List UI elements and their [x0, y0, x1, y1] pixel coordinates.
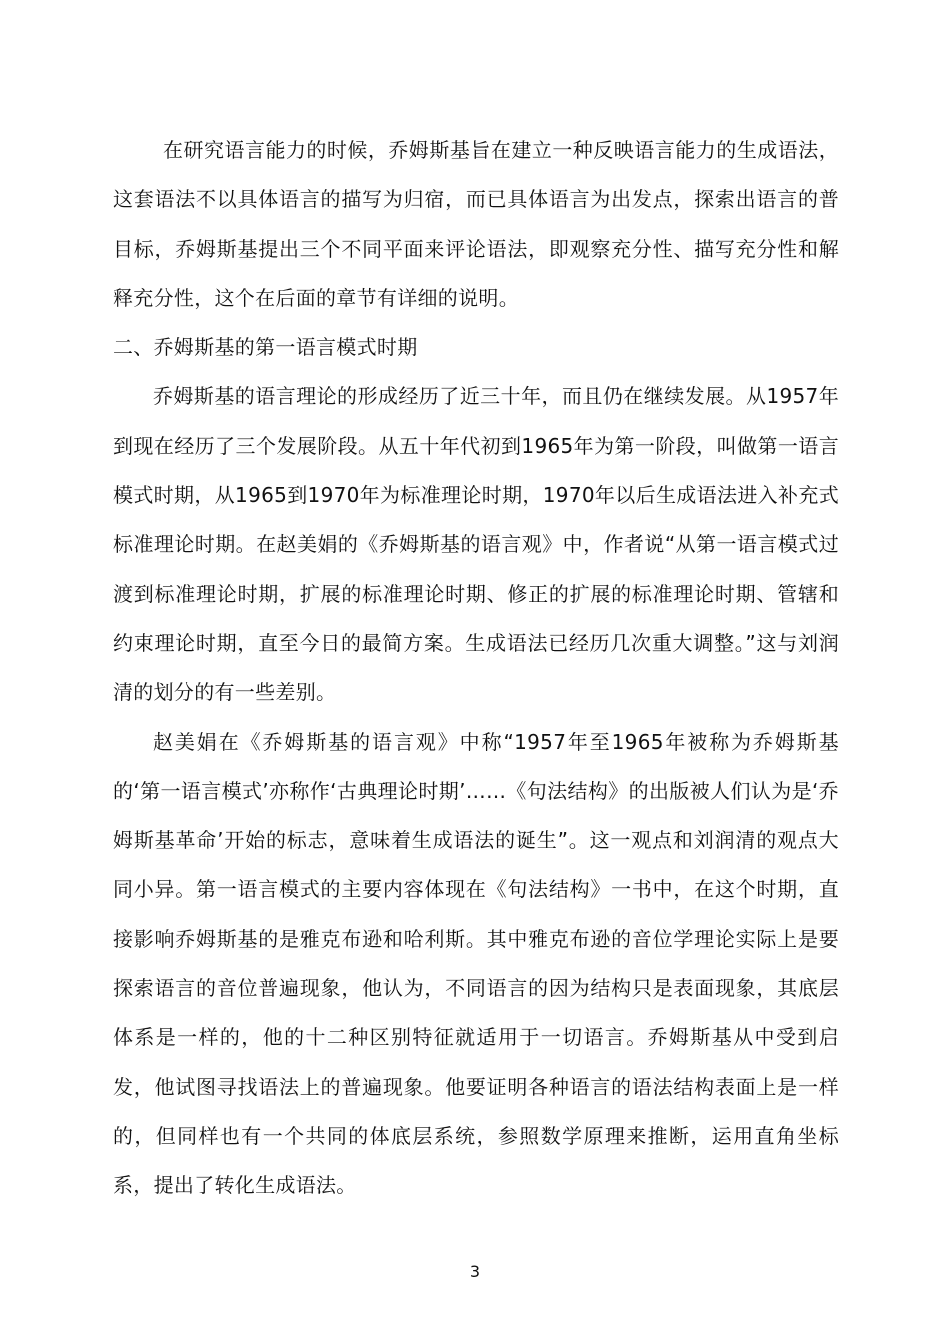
- paragraph-development-stages: 乔姆斯基的语言理论的形成经历了近三十年，而且仍在继续发展。从1957年到现在经历了三个发展阶段。从五十年代初到1965年为第一阶段，叫做第一语言模式时期，从1965到1970年为标准理论时期，1970年以后生成语法进入补充式标准理论时期。在赵美娟的《乔姆斯基的语言观》中，作者说“从第一语言模式过渡到标准理论时期，扩展的标准理论时期、修正的扩展的标准理论时期、管辖和约束理论时期，直至今日的最简方案。生成语法已经历几次重大调整。”这与刘润清的划分的有一些差别。: [113, 384, 839, 705]
- page-number: 3: [469, 1262, 481, 1281]
- page-body: [113, 126, 839, 1211]
- paragraph-generative-grammar-goal: 在研究语言能力的时候，乔姆斯基旨在建立一种反映语言能力的生成语法，这套语法不以具体语言的描写为归宿，而已具体语言为出发点，探索出语言的普目标，乔姆斯基提出三个不同平面来评论语法，即观察充分性、描写充分性和解释充分性，这个在后面的章节有详细的说明。: [113, 138, 839, 310]
- paragraph-first-language-model: 赵美娟在《乔姆斯基的语言观》中称“1957年至1965年被称为乔姆斯基的‘第一语言模式’亦称作‘古典理论时期’……《句法结构》的出版被人们认为是‘乔姆斯基革命’开始的标志，意味着生成语法的诞生”。这一观点和刘润清的观点大同小异。第一语言模式的主要内容体现在《句法结构》一书中，在这个时期，直接影响乔姆斯基的是雅克布逊和哈利斯。其中雅克布逊的音位学理论实际上是要探索语言的音位普遍现象，他认为，不同语言的因为结构只是表面现象，其底层体系是一样的，他的十二种区别特征就适用于一切语言。乔姆斯基从中受到启发，他试图寻找语法上的普遍现象。他要证明各种语言的语法结构表面上是一样的，但同样也有一个共同的体底层系统，参照数学原理来推断，运用直角坐标系，提出了转化生成语法。: [113, 729, 839, 1198]
- section-heading: 二、乔姆斯基的第一语言模式时期: [113, 335, 418, 360]
